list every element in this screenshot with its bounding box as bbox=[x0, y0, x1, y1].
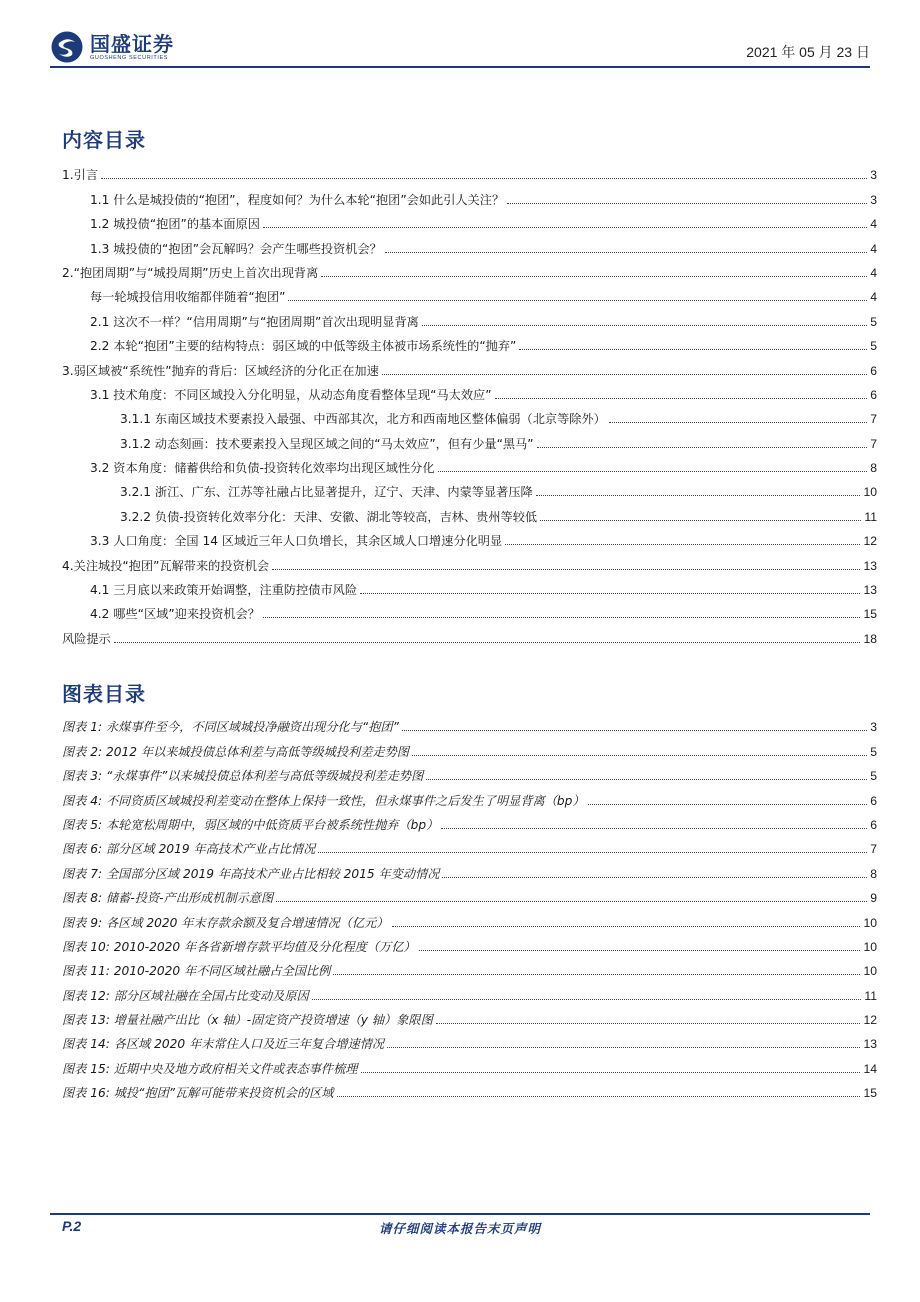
contents-entry[interactable] bbox=[62, 600, 877, 624]
figures-entry[interactable] bbox=[62, 713, 877, 737]
contents-entry-page: 8 bbox=[870, 461, 877, 476]
figures-entry-label: 图表 9: 各区域 2020 年末存款余额及复合增速情况（亿元） bbox=[62, 915, 389, 930]
figures-entry-page: 7 bbox=[870, 842, 877, 857]
page-number: P.2 bbox=[62, 1218, 82, 1234]
contents-entry[interactable] bbox=[62, 234, 877, 258]
figures-entry-label: 图表 7: 全国部分区域 2019 年高技术产业占比相较 2015 年变动情况 bbox=[62, 866, 440, 881]
figures-entry[interactable] bbox=[62, 981, 877, 1005]
dot-leader bbox=[495, 398, 868, 399]
figures-entry-page: 10 bbox=[863, 964, 877, 979]
figures-entry-page: 11 bbox=[864, 988, 877, 1003]
dot-leader bbox=[385, 252, 867, 253]
contents-entry-label: 3.弱区域被“系统性”抛弃的背后：区域经济的分化正在加速 bbox=[62, 363, 379, 378]
contents-entry[interactable] bbox=[62, 161, 877, 185]
figures-entry[interactable] bbox=[62, 737, 877, 761]
figures-entry[interactable] bbox=[62, 908, 877, 932]
figures-entry[interactable] bbox=[62, 835, 877, 859]
contents-entry-label: 每一轮城投信用收缩都伴随着“抱团” bbox=[90, 290, 286, 305]
dot-leader bbox=[382, 374, 867, 375]
contents-entry-page: 4 bbox=[870, 217, 877, 232]
figures-entry[interactable] bbox=[62, 933, 877, 957]
figures-entry[interactable] bbox=[62, 1079, 877, 1103]
contents-entry[interactable] bbox=[62, 283, 877, 307]
figures-entry-label: 图表 1: 永煤事件至今，不同区域城投净融资出现分化与“抱团” bbox=[62, 720, 399, 735]
contents-entry[interactable] bbox=[62, 429, 877, 453]
report-date: 2021 年 05 月 23 日 bbox=[746, 44, 870, 60]
contents-entry-label: 1.1 什么是城投债的“抱团”，程度如何？为什么本轮“抱团”会如此引人关注？ bbox=[90, 192, 505, 207]
contents-entry[interactable] bbox=[62, 185, 877, 209]
figures-entry-label: 图表 15: 近期中央及地方政府相关文件或表态事件梳理 bbox=[62, 1061, 358, 1076]
dot-leader bbox=[288, 300, 867, 301]
figures-entry-page: 5 bbox=[870, 769, 877, 784]
figures-entry[interactable] bbox=[62, 762, 877, 786]
figures-entry-label: 图表 5: 本轮宽松周期中，弱区域的中低资质平台被系统性抛弃（bp） bbox=[62, 817, 439, 832]
contents-entry[interactable] bbox=[62, 210, 877, 234]
dot-leader bbox=[101, 178, 867, 179]
contents-entry[interactable] bbox=[62, 307, 877, 331]
contents-entry-page: 13 bbox=[863, 583, 877, 598]
figures-entry-label: 图表 10: 2010-2020 年各省新增存款平均值及分化程度（万亿） bbox=[62, 939, 416, 954]
dot-leader bbox=[360, 593, 860, 594]
dot-leader bbox=[441, 828, 867, 829]
contents-entry-page: 7 bbox=[870, 436, 877, 451]
contents-entry[interactable] bbox=[62, 502, 877, 526]
figures-entry-page: 12 bbox=[863, 1013, 877, 1028]
dot-leader bbox=[442, 877, 867, 878]
contents-entry-label: 1.3 城投债的“抱团”会瓦解吗？会产生哪些投资机会？ bbox=[90, 241, 382, 256]
figures-entry-label: 图表 11: 2010-2020 年不同区域社融占全国比例 bbox=[62, 964, 331, 979]
contents-entry-label: 3.2.2 负债-投资转化效率分化：天津、安徽、湖北等较高，吉林、贵州等较低 bbox=[120, 509, 538, 524]
contents-entry-label: 3.1.1 东南区域技术要素投入最强、中西部其次，北方和西南地区整体偏弱（北京等除外） bbox=[120, 412, 606, 427]
contents-entry-label: 2.1 这次不一样？“信用周期”与“抱团周期”首次出现明显背离 bbox=[90, 314, 419, 329]
figures-entry-label: 图表 13: 增量社融产出比（x 轴）-固定资产投资增速（y 轴）象限图 bbox=[62, 1013, 433, 1028]
contents-entry-page: 6 bbox=[870, 363, 877, 378]
dot-leader bbox=[426, 779, 867, 780]
dot-leader bbox=[402, 730, 867, 731]
contents-entry[interactable] bbox=[62, 624, 877, 648]
contents-entry-page: 4 bbox=[870, 265, 877, 280]
figures-entry-page: 6 bbox=[870, 817, 877, 832]
contents-list bbox=[62, 161, 877, 649]
figures-entry-page: 10 bbox=[863, 939, 877, 954]
figures-entry-page: 9 bbox=[870, 891, 877, 906]
figures-entry-label: 图表 12: 部分区域社融在全国占比变动及原因 bbox=[62, 988, 309, 1003]
contents-entry-label: 风险提示 bbox=[62, 631, 111, 646]
figures-entry-label: 图表 2: 2012 年以来城投债总体利差与高低等级城投利差走势图 bbox=[62, 744, 409, 759]
contents-entry-page: 7 bbox=[870, 412, 877, 427]
dot-leader bbox=[507, 203, 867, 204]
dot-leader bbox=[609, 422, 867, 423]
figures-entry-page: 8 bbox=[870, 866, 877, 881]
contents-entry[interactable] bbox=[62, 527, 877, 551]
contents-entry-page: 3 bbox=[870, 192, 877, 207]
dot-leader bbox=[519, 349, 867, 350]
contents-entry-label: 4.关注城投“抱团”瓦解带来的投资机会 bbox=[62, 558, 270, 573]
dot-leader bbox=[312, 999, 862, 1000]
contents-entry[interactable] bbox=[62, 576, 877, 600]
dot-leader bbox=[387, 1047, 860, 1048]
dot-leader bbox=[263, 227, 867, 228]
figures-entry[interactable] bbox=[62, 859, 877, 883]
dot-leader bbox=[412, 755, 867, 756]
guosheng-logo-icon bbox=[50, 30, 84, 64]
contents-entry-label: 3.2 资本角度：储蓄供给和负债-投资转化效率均出现区域性分化 bbox=[90, 461, 435, 476]
figures-entry-label: 图表 4: 不同资质区域城投利差变动在整体上保持一致性，但永煤事件之后发生了明显背离（bp） bbox=[62, 793, 585, 808]
figures-entry-page: 10 bbox=[863, 915, 877, 930]
contents-entry-label: 1.引言 bbox=[62, 168, 99, 183]
dot-leader bbox=[392, 926, 861, 927]
dot-leader bbox=[536, 495, 861, 496]
brand-logo bbox=[50, 30, 174, 64]
contents-entry[interactable] bbox=[62, 259, 877, 283]
contents-entry-page: 11 bbox=[864, 509, 877, 524]
figures-list bbox=[62, 713, 877, 1103]
contents-entry-label: 3.2.1 浙江、广东、江苏等社融占比显著提升，辽宁、天津、内蒙等显著压降 bbox=[120, 485, 533, 500]
page-header bbox=[50, 22, 870, 70]
contents-entry-label: 2.2 本轮“抱团”主要的结构特点：弱区域的中低等级主体被市场系统性的“抛弃” bbox=[90, 339, 517, 354]
contents-entry-label: 4.1 三月底以来政策开始调整，注重防控债市风险 bbox=[90, 583, 358, 598]
contents-entry[interactable] bbox=[62, 551, 877, 575]
figures-entry-page: 6 bbox=[870, 793, 877, 808]
contents-entry[interactable] bbox=[62, 381, 877, 405]
dot-leader bbox=[540, 520, 861, 521]
dot-leader bbox=[276, 901, 867, 902]
dot-leader bbox=[361, 1072, 861, 1073]
contents-entry-page: 6 bbox=[870, 387, 877, 402]
contents-entry-label: 3.1 技术角度：不同区域投入分化明显，从动态角度看整体呈现“马太效应” bbox=[90, 387, 492, 402]
dot-leader bbox=[436, 1023, 861, 1024]
figures-title: 图表目录 bbox=[62, 682, 146, 706]
dot-leader bbox=[422, 325, 867, 326]
dot-leader bbox=[588, 804, 868, 805]
dot-leader bbox=[419, 950, 861, 951]
contents-entry-page: 10 bbox=[863, 485, 877, 500]
figures-entry-page: 13 bbox=[863, 1037, 877, 1052]
contents-entry-page: 13 bbox=[863, 558, 877, 573]
figures-entry-page: 5 bbox=[870, 744, 877, 759]
contents-entry[interactable] bbox=[62, 454, 877, 478]
contents-entry-label: 2.“抱团周期”与“城投周期”历史上首次出现背离 bbox=[62, 265, 319, 280]
contents-entry[interactable] bbox=[62, 478, 877, 502]
contents-entry[interactable] bbox=[62, 332, 877, 356]
figures-entry-page: 15 bbox=[863, 1086, 877, 1101]
contents-entry-page: 5 bbox=[870, 339, 877, 354]
dot-leader bbox=[272, 569, 860, 570]
dot-leader bbox=[318, 852, 867, 853]
figures-entry[interactable] bbox=[62, 1054, 877, 1078]
footer-divider bbox=[50, 1213, 870, 1215]
dot-leader bbox=[114, 642, 861, 643]
footer-disclaimer: 请仔细阅读本报告末页声明 bbox=[378, 1221, 541, 1236]
contents-entry-page: 4 bbox=[870, 290, 877, 305]
figures-entry[interactable] bbox=[62, 1006, 877, 1030]
dot-leader bbox=[537, 447, 868, 448]
dot-leader bbox=[505, 544, 860, 545]
contents-entry[interactable] bbox=[62, 356, 877, 380]
brand-name-cn: 国盛证券 bbox=[90, 31, 174, 56]
dot-leader bbox=[263, 617, 860, 618]
contents-entry-label: 3.3 人口角度：全国 14 区域近三年人口负增长，其余区域人口增速分化明显 bbox=[90, 534, 503, 549]
contents-entry-page: 15 bbox=[863, 607, 877, 622]
contents-entry-page: 12 bbox=[863, 534, 877, 549]
contents-entry-label: 4.2 哪些“区域”迎来投资机会？ bbox=[90, 607, 260, 622]
contents-entry[interactable] bbox=[62, 405, 877, 429]
figures-entry-label: 图表 8: 储蓄-投资-产出形成机制示意图 bbox=[62, 891, 274, 906]
figures-entry[interactable] bbox=[62, 811, 877, 835]
figures-entry[interactable] bbox=[62, 1030, 877, 1054]
contents-entry-page: 18 bbox=[863, 631, 877, 646]
figures-entry-page: 14 bbox=[863, 1061, 877, 1076]
contents-entry-label: 3.1.2 动态刻画：技术要素投入呈现区域之间的“马太效应”，但有少量“黑马” bbox=[120, 436, 534, 451]
contents-entry-page: 4 bbox=[870, 241, 877, 256]
dot-leader bbox=[321, 276, 867, 277]
dot-leader bbox=[337, 1096, 861, 1097]
figures-entry-page: 3 bbox=[870, 720, 877, 735]
contents-entry-label: 1.2 城投债“抱团”的基本面原因 bbox=[90, 217, 260, 232]
header-divider bbox=[50, 66, 870, 68]
figures-entry[interactable] bbox=[62, 957, 877, 981]
contents-entry-page: 3 bbox=[870, 168, 877, 183]
figures-entry[interactable] bbox=[62, 884, 877, 908]
contents-title: 内容目录 bbox=[62, 128, 146, 152]
contents-entry-page: 5 bbox=[870, 314, 877, 329]
figures-entry-label: 图表 14: 各区域 2020 年末常住人口及近三年复合增速情况 bbox=[62, 1037, 385, 1052]
figures-entry-label: 图表 6: 部分区域 2019 年高技术产业占比情况 bbox=[62, 842, 316, 857]
dot-leader bbox=[333, 974, 860, 975]
figures-entry-label: 图表 3: “永煤事件”以来城投债总体利差与高低等级城投利差走势图 bbox=[62, 769, 424, 784]
figures-entry-label: 图表 16: 城投“抱团”瓦解可能带来投资机会的区域 bbox=[62, 1086, 334, 1101]
brand-name-en: GUOSHENG SECURITIES bbox=[90, 54, 169, 61]
figures-entry[interactable] bbox=[62, 786, 877, 810]
dot-leader bbox=[438, 471, 868, 472]
